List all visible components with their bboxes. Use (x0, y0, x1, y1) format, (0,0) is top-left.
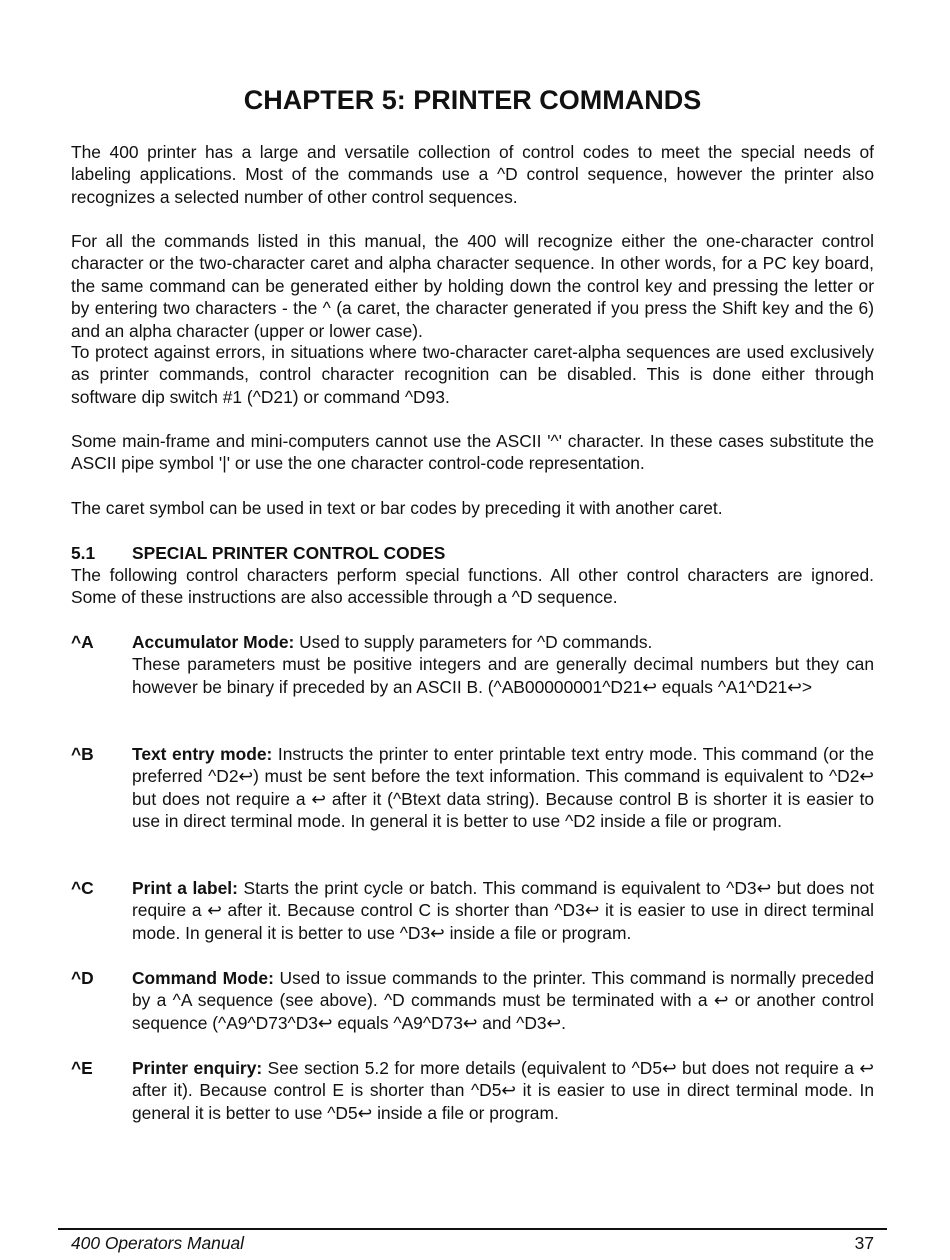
command-description (132, 877, 874, 944)
command-text: See section 5.2 for more details (equivalent to ^D5↩ but does not require a ↩ after it). Because control E is shorter than ^D5↩ it is easier to use in direct terminal mode. In general it is better to use ^D5↩ inside a file or program. (132, 1058, 874, 1123)
command-description (132, 743, 874, 833)
command-key: ^C (71, 878, 94, 898)
intro-paragraph: The 400 printer has a large and versatile collection of control codes to meet the special needs of labeling applications. Most of the commands use a ^D control sequence, however the printer also recognizes a selected number of other control sequences. (71, 142, 874, 207)
command-heading: Print a label: (132, 878, 238, 898)
command-heading: Printer enquiry: (132, 1058, 263, 1078)
recognition-paragraph: For all the commands listed in this manual, the 400 will recognize either the one-character control character or the two-character caret and alpha character sequence. In other words, for a PC key board, the same command can be generated either by holding down the control key and pressing the letter or by entering two characters - the ^ (a caret, the character generated if you press the Shift key and the 6) and an alpha character (upper or lower case). (71, 231, 874, 341)
mainframe-paragraph: Some main-frame and mini-computers cannot use the ASCII '^' character. In these cases substitute the ASCII pipe symbol '|' or use the one character control-code representation. (71, 431, 874, 474)
section-number: 5.1 (71, 543, 96, 563)
command-key: ^D (71, 968, 94, 988)
section-title: SPECIAL PRINTER CONTROL CODES (132, 543, 446, 563)
command-extra: These parameters must be positive integers and are generally decimal numbers but they can however be binary if preceded by an ASCII B. (^AB00000001^D21↩ equals ^A1^D21↩> (132, 654, 874, 697)
command-text: Starts the print cycle or batch. This command is equivalent to ^D3↩ but does not require a ↩ after it. Because control C is shorter than ^D3↩ it is easier to use in direct terminal mode. In general it is better to use ^D3↩ inside a file or program. (132, 878, 874, 943)
caret-paragraph: The caret symbol can be used in text or bar codes by preceding it with another caret. (71, 498, 723, 518)
command-description (132, 631, 874, 698)
section-intro: The following control characters perform special functions. All other control characters are ignored. Some of these instructions are also accessible through a ^D sequence. (71, 565, 874, 608)
section-heading (71, 542, 874, 564)
command-heading: Command Mode: (132, 968, 274, 988)
command-description (132, 967, 874, 1034)
protection-paragraph: To protect against errors, in situations where two-character caret-alpha sequences are used exclusively as printer commands, control character recognition can be disabled. This is done either through software dip switch #1 (^D21) or command ^D93. (71, 342, 874, 407)
command-text: Used to supply parameters for ^D commands. (294, 632, 653, 652)
command-heading: Text entry mode: (132, 744, 273, 764)
footer-manual-title: 400 Operators Manual (71, 1233, 245, 1253)
command-text: Used to issue commands to the printer. This command is normally preceded by a ^A sequence (see above). ^D commands must be terminated with a ↩ or another control sequence (^A9^D73^D3↩ equals ^A9^D73↩ and ^D3↩. (132, 968, 874, 1033)
footer-page-number: 37 (854, 1233, 874, 1253)
footer-divider (58, 1228, 887, 1230)
command-key: ^A (71, 632, 94, 652)
command-key: ^B (71, 744, 94, 764)
command-key: ^E (71, 1058, 93, 1078)
command-text: Instructs the printer to enter printable text entry mode. This command (or the preferred ^D2↩) must be sent before the text information. This command is equivalent to ^D2↩ but does not require a ↩ after it (^Btext data string). Because control B is shorter it is easier to use in direct terminal mode. In general it is better to use ^D2 inside a file or program. (132, 744, 875, 832)
command-heading: Accumulator Mode: (132, 632, 295, 652)
command-description (132, 1057, 874, 1124)
chapter-title: CHAPTER 5: PRINTER COMMANDS (243, 85, 702, 115)
